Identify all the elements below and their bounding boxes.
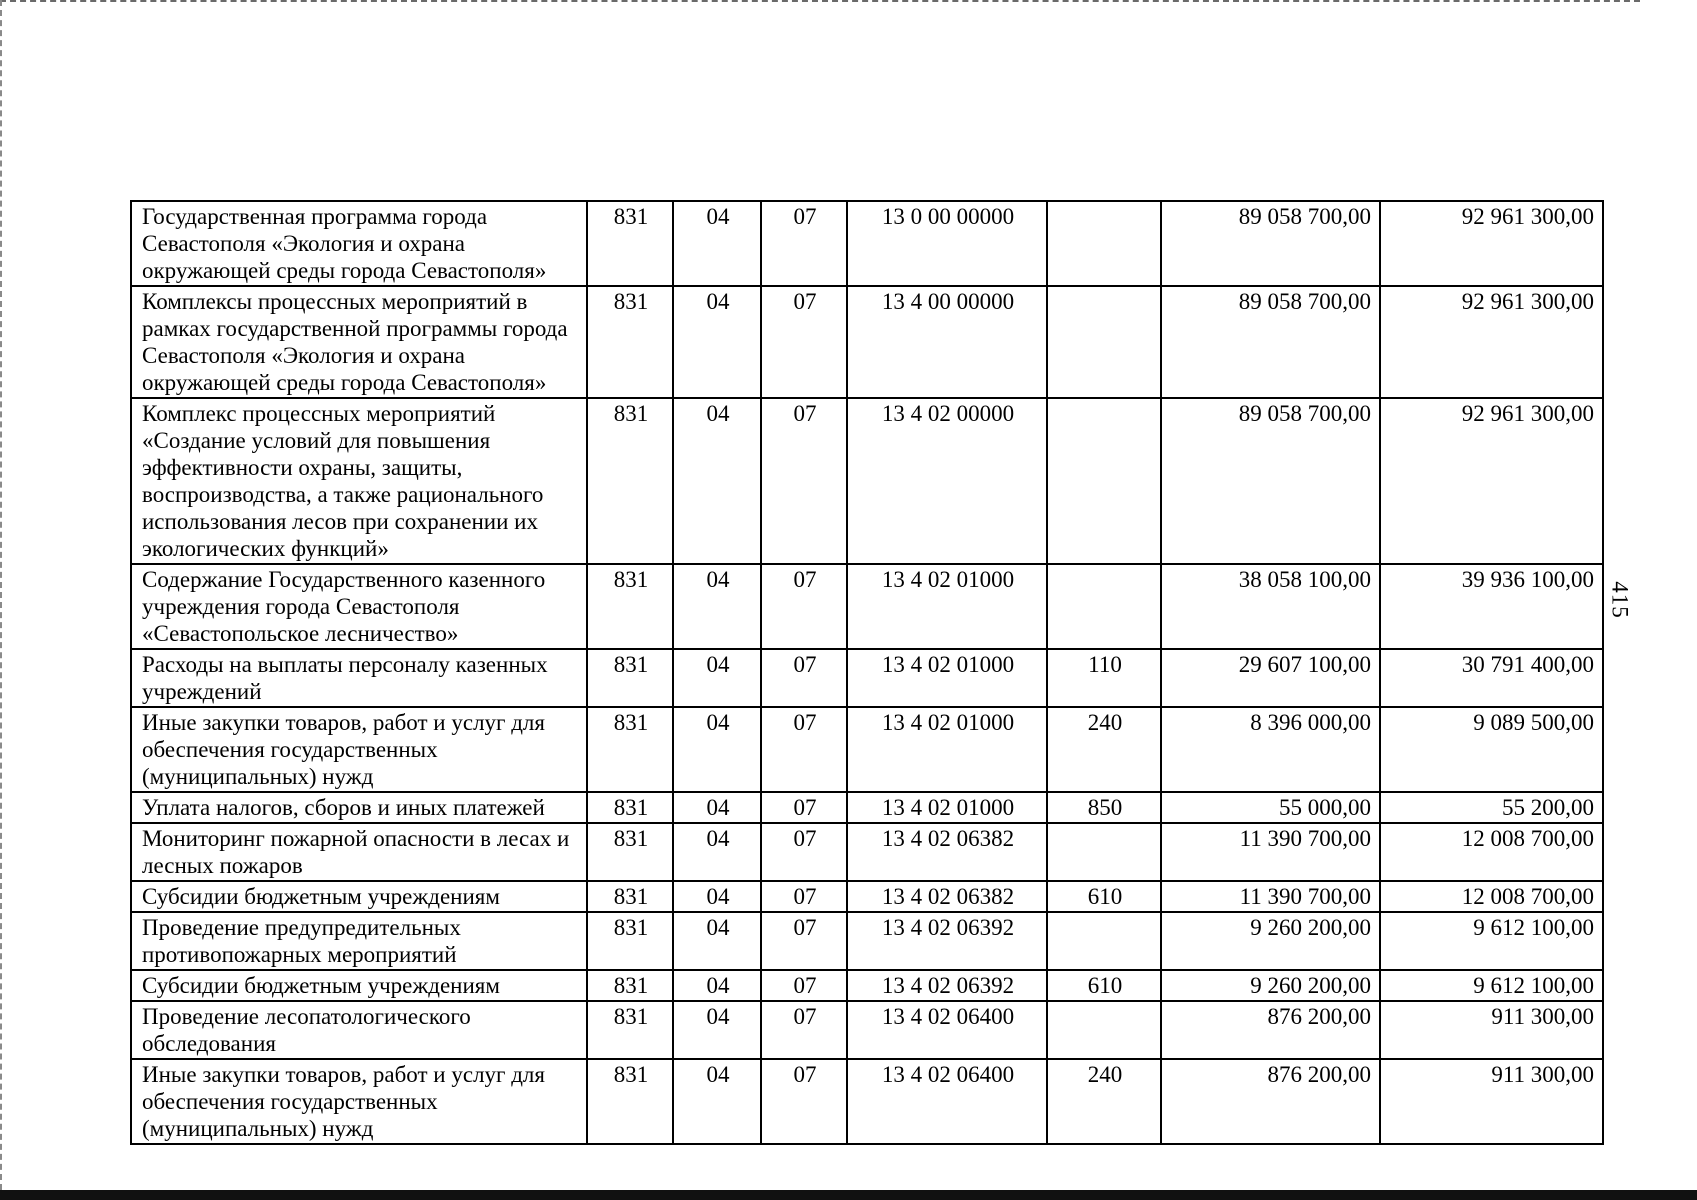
row-grbs-cell: 831 (587, 1001, 673, 1059)
row-section-cell: 04 (673, 564, 761, 649)
row-target-article-cell: 13 4 02 01000 (847, 649, 1047, 707)
table-row (131, 1059, 1603, 1144)
row-name-cell: Государственная программа города Севастополя «Экология и охрана окружающей среды города Севастополя» (131, 201, 587, 286)
row-name-cell: Мониторинг пожарной опасности в лесах и лесных пожаров (131, 823, 587, 881)
row-target-article-cell: 13 4 02 06400 (847, 1059, 1047, 1144)
table-row (131, 564, 1603, 649)
row-grbs-cell: 831 (587, 881, 673, 912)
row-expense-type-cell: 240 (1047, 1059, 1161, 1144)
row-expense-type-cell (1047, 286, 1161, 398)
row-section-cell: 04 (673, 1059, 761, 1144)
table-row (131, 398, 1603, 564)
row-section-cell: 04 (673, 970, 761, 1001)
scan-top-border (0, 0, 1640, 2)
budget-table-body (131, 201, 1603, 1144)
row-expense-type-cell (1047, 1001, 1161, 1059)
row-section-cell: 04 (673, 912, 761, 970)
row-amount-2-cell: 92 961 300,00 (1380, 201, 1603, 286)
row-name-cell: Комплекс процессных мероприятий «Создание условий для повышения эффективности охраны, защиты, воспроизводства, а также рационального использования лесов при сохранении их экологических функций» (131, 398, 587, 564)
row-amount-1-cell: 89 058 700,00 (1161, 398, 1380, 564)
row-subsection-cell: 07 (761, 1059, 847, 1144)
table-row (131, 201, 1603, 286)
row-target-article-cell: 13 4 02 06382 (847, 823, 1047, 881)
row-subsection-cell: 07 (761, 286, 847, 398)
row-grbs-cell: 831 (587, 649, 673, 707)
row-section-cell: 04 (673, 792, 761, 823)
row-name-cell: Содержание Государственного казенного учреждения города Севастополя «Севастопольское лесничество» (131, 564, 587, 649)
row-amount-1-cell: 38 058 100,00 (1161, 564, 1380, 649)
row-grbs-cell: 831 (587, 792, 673, 823)
page-number: 415 (1607, 581, 1633, 619)
table-row (131, 912, 1603, 970)
row-subsection-cell: 07 (761, 823, 847, 881)
row-amount-2-cell: 9 612 100,00 (1380, 970, 1603, 1001)
table-row (131, 881, 1603, 912)
row-name-cell: Иные закупки товаров, работ и услуг для обеспечения государственных (муниципальных) нужд (131, 707, 587, 792)
row-amount-1-cell: 9 260 200,00 (1161, 970, 1380, 1001)
row-grbs-cell: 831 (587, 707, 673, 792)
row-section-cell: 04 (673, 286, 761, 398)
row-amount-2-cell: 55 200,00 (1380, 792, 1603, 823)
row-grbs-cell: 831 (587, 970, 673, 1001)
row-name-cell: Субсидии бюджетным учреждениям (131, 970, 587, 1001)
row-grbs-cell: 831 (587, 286, 673, 398)
row-amount-1-cell: 876 200,00 (1161, 1001, 1380, 1059)
row-name-cell: Субсидии бюджетным учреждениям (131, 881, 587, 912)
row-amount-2-cell: 12 008 700,00 (1380, 823, 1603, 881)
row-target-article-cell: 13 4 00 00000 (847, 286, 1047, 398)
budget-table (130, 200, 1604, 1145)
table-row (131, 1001, 1603, 1059)
row-amount-1-cell: 9 260 200,00 (1161, 912, 1380, 970)
row-amount-2-cell: 92 961 300,00 (1380, 286, 1603, 398)
row-name-cell: Уплата налогов, сборов и иных платежей (131, 792, 587, 823)
row-amount-1-cell: 876 200,00 (1161, 1059, 1380, 1144)
row-amount-1-cell: 89 058 700,00 (1161, 201, 1380, 286)
row-amount-2-cell: 911 300,00 (1380, 1001, 1603, 1059)
row-amount-2-cell: 911 300,00 (1380, 1059, 1603, 1144)
scan-left-border (0, 0, 2, 1190)
row-grbs-cell: 831 (587, 564, 673, 649)
row-amount-1-cell: 55 000,00 (1161, 792, 1380, 823)
row-name-cell: Проведение лесопатологического обследования (131, 1001, 587, 1059)
row-grbs-cell: 831 (587, 1059, 673, 1144)
row-amount-2-cell: 9 612 100,00 (1380, 912, 1603, 970)
row-section-cell: 04 (673, 398, 761, 564)
row-target-article-cell: 13 4 02 06392 (847, 912, 1047, 970)
table-row (131, 792, 1603, 823)
row-target-article-cell: 13 4 02 01000 (847, 792, 1047, 823)
row-expense-type-cell: 850 (1047, 792, 1161, 823)
row-amount-1-cell: 89 058 700,00 (1161, 286, 1380, 398)
row-name-cell: Расходы на выплаты персоналу казенных учреждений (131, 649, 587, 707)
row-target-article-cell: 13 4 02 06400 (847, 1001, 1047, 1059)
row-grbs-cell: 831 (587, 201, 673, 286)
row-name-cell: Комплексы процессных мероприятий в рамках государственной программы города Севастополя «Экология и охрана окружающей среды города Севастополя» (131, 286, 587, 398)
table-row (131, 823, 1603, 881)
row-amount-2-cell: 12 008 700,00 (1380, 881, 1603, 912)
row-amount-1-cell: 11 390 700,00 (1161, 823, 1380, 881)
row-subsection-cell: 07 (761, 1001, 847, 1059)
row-amount-2-cell: 92 961 300,00 (1380, 398, 1603, 564)
row-grbs-cell: 831 (587, 823, 673, 881)
row-grbs-cell: 831 (587, 912, 673, 970)
row-expense-type-cell: 240 (1047, 707, 1161, 792)
row-amount-2-cell: 9 089 500,00 (1380, 707, 1603, 792)
row-target-article-cell: 13 4 02 01000 (847, 707, 1047, 792)
table-row (131, 707, 1603, 792)
row-amount-1-cell: 29 607 100,00 (1161, 649, 1380, 707)
row-amount-1-cell: 11 390 700,00 (1161, 881, 1380, 912)
row-subsection-cell: 07 (761, 707, 847, 792)
row-target-article-cell: 13 4 02 01000 (847, 564, 1047, 649)
row-expense-type-cell: 110 (1047, 649, 1161, 707)
row-expense-type-cell: 610 (1047, 970, 1161, 1001)
row-expense-type-cell (1047, 564, 1161, 649)
table-row (131, 970, 1603, 1001)
row-target-article-cell: 13 4 02 06392 (847, 970, 1047, 1001)
row-subsection-cell: 07 (761, 881, 847, 912)
row-name-cell: Проведение предупредительных противопожарных мероприятий (131, 912, 587, 970)
table-row (131, 649, 1603, 707)
scan-bottom-edge (0, 1190, 1697, 1200)
row-section-cell: 04 (673, 707, 761, 792)
row-subsection-cell: 07 (761, 649, 847, 707)
row-subsection-cell: 07 (761, 398, 847, 564)
row-amount-1-cell: 8 396 000,00 (1161, 707, 1380, 792)
row-amount-2-cell: 30 791 400,00 (1380, 649, 1603, 707)
row-section-cell: 04 (673, 823, 761, 881)
row-grbs-cell: 831 (587, 398, 673, 564)
row-expense-type-cell (1047, 201, 1161, 286)
row-section-cell: 04 (673, 201, 761, 286)
row-subsection-cell: 07 (761, 792, 847, 823)
row-expense-type-cell (1047, 398, 1161, 564)
row-section-cell: 04 (673, 881, 761, 912)
row-target-article-cell: 13 0 00 00000 (847, 201, 1047, 286)
table-row (131, 286, 1603, 398)
row-expense-type-cell: 610 (1047, 881, 1161, 912)
row-subsection-cell: 07 (761, 201, 847, 286)
row-subsection-cell: 07 (761, 970, 847, 1001)
row-target-article-cell: 13 4 02 00000 (847, 398, 1047, 564)
row-name-cell: Иные закупки товаров, работ и услуг для обеспечения государственных (муниципальных) нужд (131, 1059, 587, 1144)
row-section-cell: 04 (673, 1001, 761, 1059)
row-subsection-cell: 07 (761, 912, 847, 970)
row-expense-type-cell (1047, 823, 1161, 881)
row-expense-type-cell (1047, 912, 1161, 970)
row-target-article-cell: 13 4 02 06382 (847, 881, 1047, 912)
row-section-cell: 04 (673, 649, 761, 707)
row-amount-2-cell: 39 936 100,00 (1380, 564, 1603, 649)
row-subsection-cell: 07 (761, 564, 847, 649)
